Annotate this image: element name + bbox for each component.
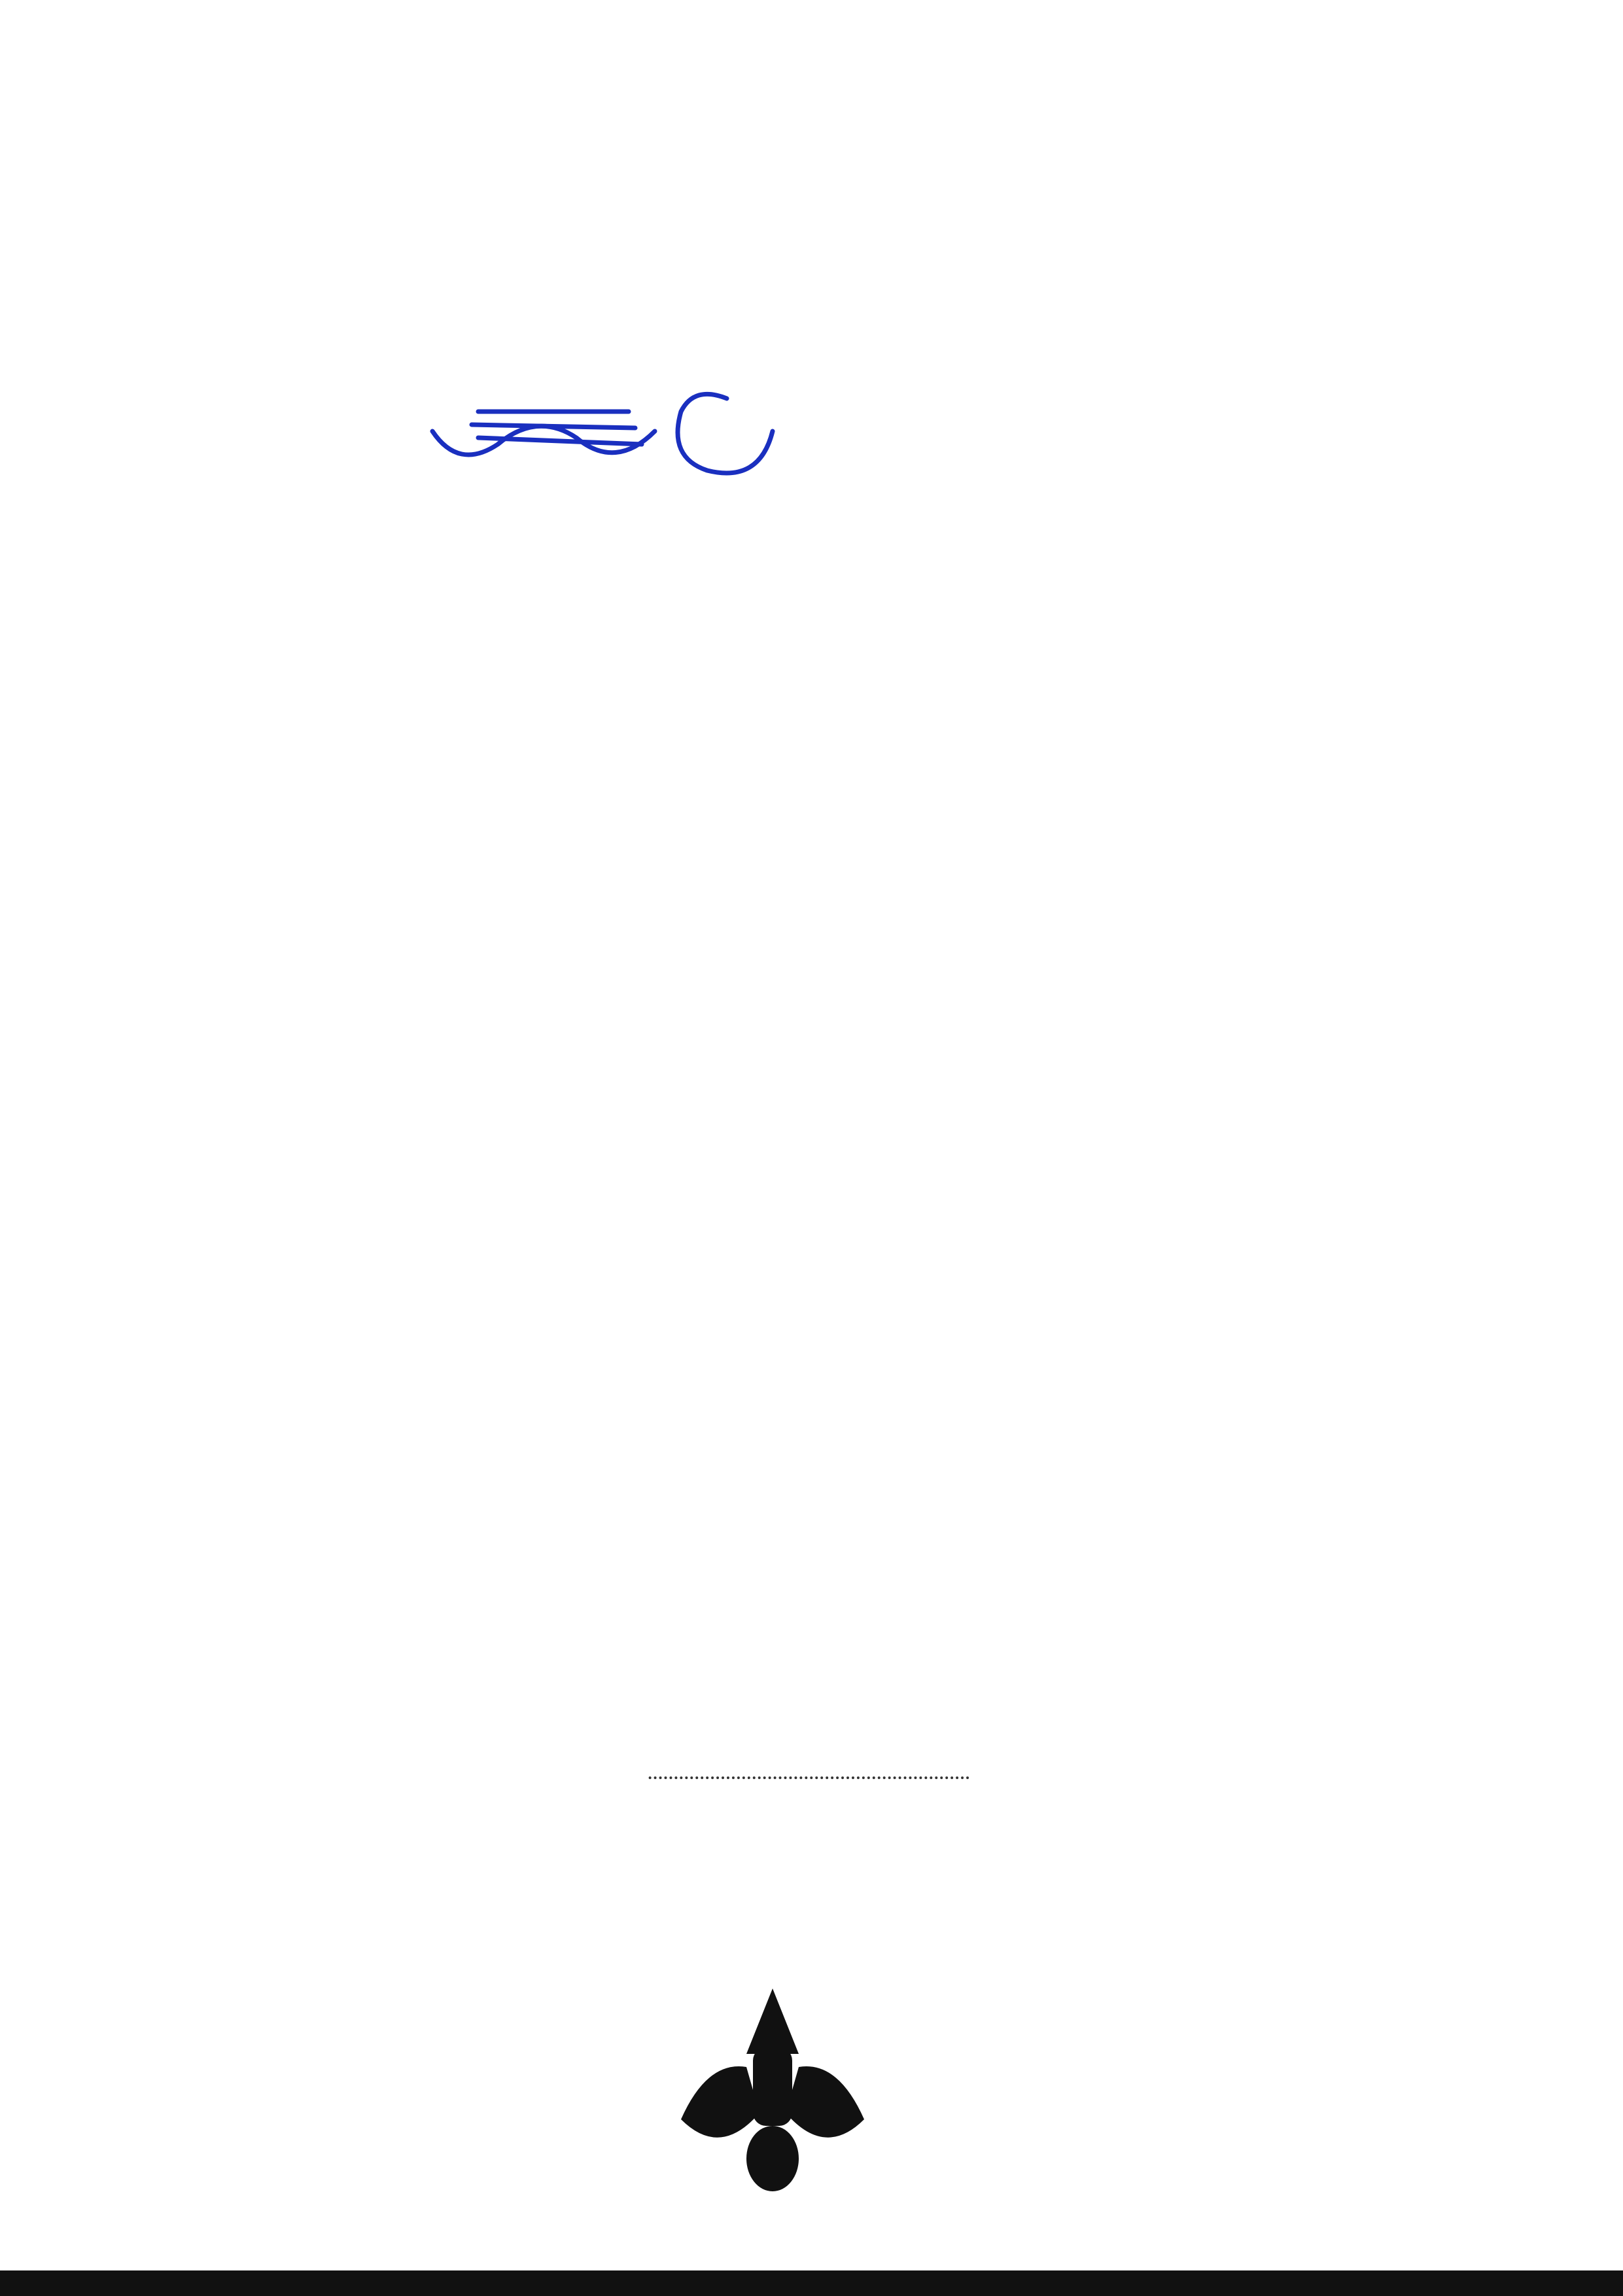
table-row <box>1257 1400 1387 1443</box>
member-position <box>1257 1529 1283 1572</box>
member-no <box>1361 1400 1387 1443</box>
handwritten-signature <box>419 366 786 510</box>
member-table <box>1257 1313 1387 1616</box>
table-row <box>1257 1443 1387 1486</box>
member-surname <box>1309 1356 1335 1400</box>
table-row <box>1257 1529 1387 1572</box>
member-name <box>1335 1400 1361 1443</box>
member-position-label <box>1283 1529 1309 1572</box>
member-no <box>1361 1486 1387 1529</box>
member-position <box>1257 1572 1283 1616</box>
member-surname <box>1309 1400 1335 1443</box>
member-position-label <box>1283 1486 1309 1529</box>
member-name <box>1335 1572 1361 1616</box>
table-row <box>1257 1486 1387 1529</box>
divider <box>648 1776 969 1779</box>
member-surname <box>1309 1443 1335 1486</box>
garuda-emblem <box>668 1982 877 2198</box>
member-no <box>1361 1313 1387 1356</box>
member-position-label <box>1283 1313 1309 1356</box>
member-position <box>1257 1443 1283 1486</box>
member-surname <box>1309 1572 1335 1616</box>
member-position-label <box>1283 1443 1309 1486</box>
member-surname <box>1309 1486 1335 1529</box>
table-row <box>1257 1313 1387 1356</box>
member-name <box>1335 1356 1361 1400</box>
member-position-label <box>1283 1356 1309 1400</box>
member-no <box>1361 1356 1387 1400</box>
member-name <box>1335 1313 1361 1356</box>
scan-edge <box>0 2270 1623 2296</box>
member-position <box>1257 1356 1283 1400</box>
member-name <box>1335 1443 1361 1486</box>
table-row <box>1257 1356 1387 1400</box>
table-row <box>1257 1572 1387 1616</box>
member-position-label <box>1283 1572 1309 1616</box>
member-no <box>1361 1443 1387 1486</box>
member-position <box>1257 1313 1283 1356</box>
member-no <box>1361 1529 1387 1572</box>
member-no <box>1361 1572 1387 1616</box>
member-name <box>1335 1486 1361 1529</box>
member-surname <box>1309 1529 1335 1572</box>
member-name <box>1335 1529 1361 1572</box>
member-position <box>1257 1486 1283 1529</box>
member-surname <box>1309 1313 1335 1356</box>
member-position-label <box>1283 1400 1309 1443</box>
member-position <box>1257 1400 1283 1443</box>
